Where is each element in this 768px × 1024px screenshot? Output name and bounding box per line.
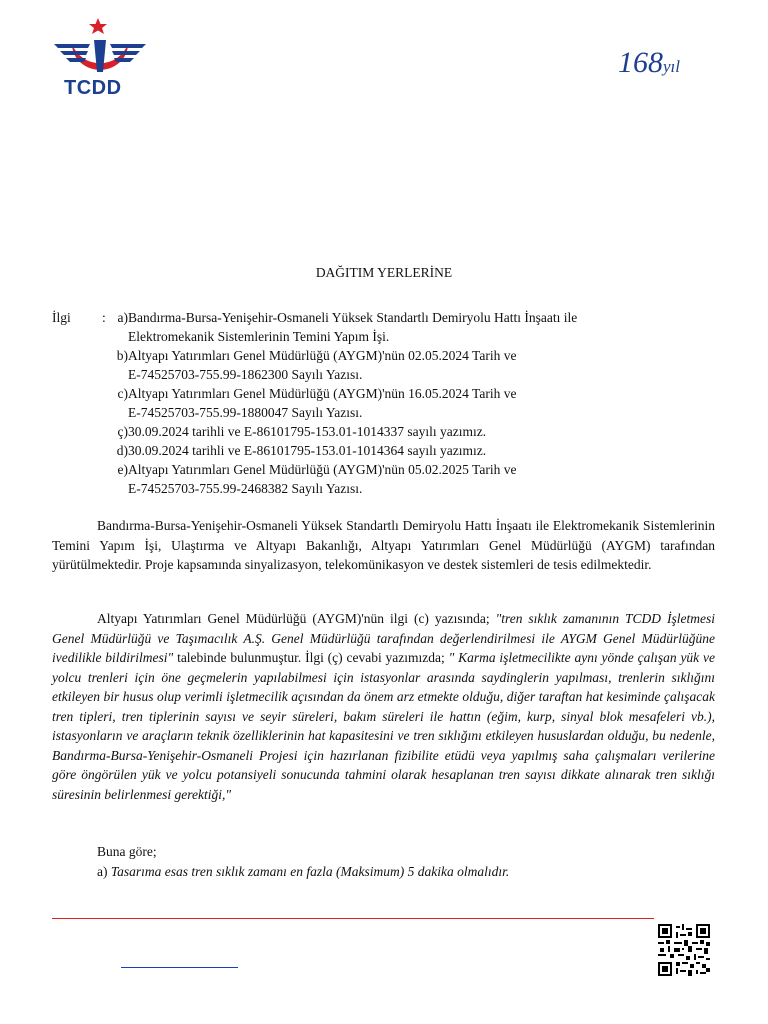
reference-item [52, 422, 722, 441]
reference-item-key: c) [117, 386, 128, 401]
footer-divider [52, 918, 654, 919]
anniversary-logo [618, 46, 680, 80]
reference-list [52, 308, 722, 498]
reference-item [52, 403, 722, 422]
conclusion-item-text: Tasarıma esas tren sıklık zamanı en fazla (Maksimum) 5 dakika olmalıdır. [110, 863, 510, 879]
reference-item-text: Elektromekanik Sistemlerinin Temini Yapım İşi. [128, 329, 390, 344]
conclusion-lead: Buna göre; [97, 844, 157, 859]
paragraph-2-quote-1: "tren sıklık zamanının TCDD İşletmesi Genel Müdürlüğü ve Taşımacılık A.Ş. Genel Müdürlüğü tarafından değerlendirilmesi ile AYGM Genel Müdürlüğüne ivedilikle bildirilmesi" [52, 611, 715, 665]
reference-item [52, 365, 722, 384]
reference-colon: : [102, 310, 106, 325]
reference-item-text: 30.09.2024 tarihli ve E-86101795-153.01-1014337 sayılı yazımız. [128, 424, 487, 439]
paragraph-2-quote-2: " Karma işletmecilikte aynı yönde çalışan yük ve yolcu trenleri için öne geçmelerin yapılabilmesi için istasyonlar arasında saydinglerin yapılması, trenlerin sıklığını etkileyen bir husus olup verimli işletmecilik açısından da önem arz etmekte olduğu, diğer taraftan hat kesiminde çalışacak tren tipleri, tren tiplerinin sayısı ve seyir süreleri, bakım süreleri ile hattın (eğim, kurp, sinyal blok mesafeleri vb.), istasyonların ve araçların teknik özelliklerinin hat kapasitesini ve tren sıklığını etkileyen hususlardan olduğu, bu nedenle, Bandırma-Bursa-Yenişehir-Osmaneli Projesi için hazırlanan fizibilite etüdü veya yapılmış saha çalışmaları verilerine göre öngörülen yük ve yolcu potansiyeli sonucunda tahmini olarak hesaplanan tren sayısı dikkate alınarak tren sıklığı süresinin belirlenmesi gerektiği," [52, 650, 715, 802]
reference-item-text: E-74525703-755.99-1880047 Sayılı Yazısı. [128, 405, 363, 420]
anniversary-number: 168 [618, 46, 663, 79]
qr-code-icon [658, 924, 710, 976]
logo-text: TCDD [64, 77, 122, 99]
paragraph-intro: Bandırma-Bursa-Yenişehir-Osmaneli Yüksek Standartlı Demiryolu Hattı İnşaatı ile Elektromekanik Sistemlerinin Temini Yapım İşi, Ulaştırma ve Altyapı Bakanlığı, Altyapı Yatırımları Genel Müdürlüğü (AYGM) tarafından yürütülmektedir. Proje kapsamında sinyalizasyon, telekomünikasyon ve destek sistemleri de tesis edilmektedir. [52, 518, 715, 572]
paragraph-conclusion [52, 842, 715, 881]
reference-item-key: d) [116, 443, 128, 458]
reference-item [52, 479, 722, 498]
reference-item-key: a) [117, 310, 128, 325]
reference-item [52, 441, 722, 460]
reference-item-key: e) [117, 462, 128, 477]
reference-item [52, 327, 722, 346]
reference-item-text: Altyapı Yatırımları Genel Müdürlüğü (AYGM)'nün 02.05.2024 Tarih ve [128, 348, 517, 363]
paragraph-2-middle: talebinde bulunmuştur. İlgi (ç) cevabi yazımızda; [173, 650, 449, 665]
reference-item [52, 308, 722, 327]
reference-rows [52, 308, 722, 498]
conclusion-item-key: a) [97, 863, 108, 879]
reference-item-text: Bandırma-Bursa-Yenişehir-Osmaneli Yüksek Standartlı Demiryolu Hattı İnşaatı ile [128, 310, 578, 325]
footer-link-underline[interactable] [121, 967, 238, 968]
reference-item-text: Altyapı Yatırımları Genel Müdürlüğü (AYGM)'nün 05.02.2025 Tarih ve [128, 462, 517, 477]
reference-item-text: Altyapı Yatırımları Genel Müdürlüğü (AYGM)'nün 16.05.2024 Tarih ve [128, 386, 517, 401]
paragraph-aygm-request [52, 609, 715, 804]
reference-item [52, 384, 722, 403]
anniversary-suffix: yıl [663, 57, 680, 76]
document-title: DAĞITIM YERLERİNE [315, 265, 453, 280]
reference-item-text: E-74525703-755.99-2468382 Sayılı Yazısı. [128, 481, 363, 496]
reference-item [52, 460, 722, 479]
reference-item-key: ç) [117, 424, 128, 439]
reference-item-key: b) [116, 348, 128, 363]
reference-item-text: E-74525703-755.99-1862300 Sayılı Yazısı. [128, 367, 363, 382]
reference-item [52, 346, 722, 365]
reference-label: İlgi [52, 310, 71, 325]
paragraph-2-intro: Altyapı Yatırımları Genel Müdürlüğü (AYGM)'nün ilgi (c) yazısında; [97, 611, 496, 626]
conclusion-item [52, 862, 715, 882]
reference-item-text: 30.09.2024 tarihli ve E-86101795-153.01-1014364 sayılı yazımız. [128, 443, 487, 458]
